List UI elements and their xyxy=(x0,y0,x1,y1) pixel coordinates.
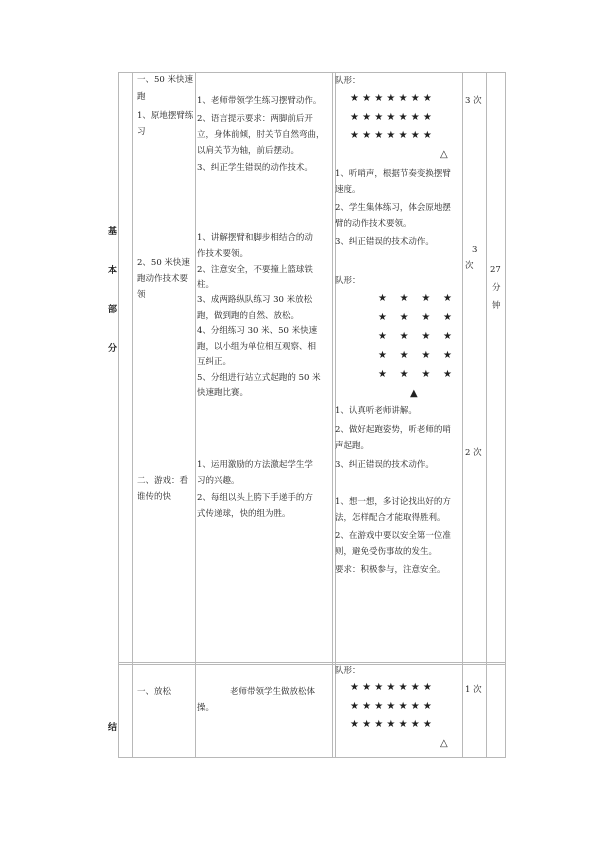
teacher-position-icon: ▲ xyxy=(410,388,418,399)
content-sub-item: 1、原地摆臂练 xyxy=(137,111,194,121)
section-label-end: 结 xyxy=(108,723,118,733)
formation-star-row: ★ ★ ★ ★ ★ ★ ★ xyxy=(350,682,432,693)
section-label: 部 xyxy=(108,305,118,315)
formation-star-row: ★ ★ ★ ★ ★ ★ ★ xyxy=(350,93,432,104)
table-divider xyxy=(132,72,133,758)
teacher-text: 以肩关节为轴，前后摆动。 xyxy=(197,146,300,156)
teacher-text: 2、语言提示要求：两脚前后开 xyxy=(197,114,313,124)
repeat-count: 次 xyxy=(465,261,474,271)
student-text: 法，怎样配合才能取得胜利。 xyxy=(335,513,446,523)
teacher-text: 快速跑比赛。 xyxy=(197,388,249,398)
teacher-text: 立，身体前倾，肘关节自然弯曲， xyxy=(197,130,325,140)
student-text: 要求：积极参与，注意安全。 xyxy=(335,565,446,575)
table-border-right xyxy=(505,72,506,758)
formation-label: 队形： xyxy=(335,76,361,86)
duration-unit: 分 xyxy=(492,283,501,293)
repeat-count: 3 次 xyxy=(465,96,482,106)
content-sub-item: 领 xyxy=(137,290,146,300)
student-text: 3、纠正错误的技术动作。 xyxy=(335,237,434,247)
student-text: 1、认真听老师讲解。 xyxy=(335,406,417,416)
formation-star-row: ★ ★ ★ ★ xyxy=(378,293,453,304)
content-item-title: 一、放松 xyxy=(137,687,172,697)
formation-label: 队形： xyxy=(335,276,361,286)
section-separator xyxy=(118,664,506,665)
content-item-title: 谁传的快 xyxy=(137,492,172,502)
teacher-text: 跑，以小组为单位相互观察、相 xyxy=(197,342,317,352)
content-item-title: 一、50 米快速 xyxy=(137,75,194,85)
repeat-count: 2 次 xyxy=(465,448,482,458)
teacher-text: 互纠正。 xyxy=(197,357,232,367)
teacher-text: 柱。 xyxy=(197,280,215,290)
section-label: 基 xyxy=(108,227,118,237)
table-divider xyxy=(486,72,487,758)
student-text: 声起跑。 xyxy=(335,441,370,451)
teacher-text: 1、运用激励的方法激起学生学 xyxy=(197,460,313,470)
teacher-text: 2、每组以头上胯下手递手的方 xyxy=(197,493,313,503)
teacher-text: 跑，做到跑的自然、放松。 xyxy=(197,311,300,321)
teacher-text: 5、分组进行站立式起跑的 50 米 xyxy=(197,373,321,383)
section-label: 本 xyxy=(108,266,118,276)
teacher-text: 作技术要领。 xyxy=(197,249,249,259)
teacher-text: 1、老师带领学生练习摆臂动作。 xyxy=(197,96,322,106)
duration-value: 27 xyxy=(490,265,501,275)
student-text: 2、学生集体练习，体会原地摆 xyxy=(335,203,451,213)
teacher-text: 式传递球，快的组为胜。 xyxy=(197,509,291,519)
formation-star-row: ★ ★ ★ ★ xyxy=(378,350,453,361)
teacher-position-icon: △ xyxy=(440,738,448,749)
repeat-count: 3 xyxy=(472,245,478,255)
content-item-title: 二、游戏：看 xyxy=(137,476,189,486)
content-sub-item: 2、50 米快速 xyxy=(137,258,190,268)
teacher-text: 3、纠正学生错误的动作技术。 xyxy=(197,163,313,173)
teacher-text: 3、成两路纵队练习 30 米放松 xyxy=(197,295,313,305)
formation-star-row: ★ ★ ★ ★ xyxy=(378,331,453,342)
content-sub-item: 跑动作技术要 xyxy=(137,274,189,284)
formation-star-row: ★ ★ ★ ★ ★ ★ ★ xyxy=(350,112,432,123)
student-text: 3、纠正错误的技术动作。 xyxy=(335,460,434,470)
student-text: 速度。 xyxy=(335,185,361,195)
content-sub-item: 习 xyxy=(137,127,146,137)
formation-star-row: ★ ★ ★ ★ xyxy=(378,369,453,380)
formation-label: 队形： xyxy=(335,666,361,676)
student-text: 则，避免受伤事故的发生。 xyxy=(335,547,438,557)
teacher-text: 老师带领学生做放松体 xyxy=(230,687,316,697)
student-text: 臂的动作技术要领。 xyxy=(335,219,412,229)
teacher-text: 1、讲解摆臂和脚步相结合的动 xyxy=(197,233,313,243)
teacher-text: 2、注意安全，不要撞上篮球铁 xyxy=(197,265,313,275)
table-divider xyxy=(462,72,463,758)
student-text: 1、想一想，多讨论找出好的方 xyxy=(335,497,451,507)
formation-star-row: ★ ★ ★ ★ xyxy=(378,312,453,323)
teacher-position-icon: △ xyxy=(440,149,448,160)
student-text: 2、做好起跑姿势，听老师的哨 xyxy=(335,425,451,435)
table-border-left xyxy=(118,72,119,758)
formation-star-row: ★ ★ ★ ★ ★ ★ ★ xyxy=(350,701,432,712)
formation-star-row: ★ ★ ★ ★ ★ ★ ★ xyxy=(350,719,432,730)
student-text: 2、在游戏中要以安全第一位准 xyxy=(335,531,451,541)
section-label: 分 xyxy=(108,344,118,354)
table-divider xyxy=(332,72,333,758)
teacher-text: 操。 xyxy=(197,703,215,713)
formation-star-row: ★ ★ ★ ★ ★ ★ ★ xyxy=(350,130,432,141)
table-border-bottom xyxy=(118,757,506,758)
teacher-text: 4、分组练习 30 米、50 米快速 xyxy=(197,326,318,336)
student-text: 1、听哨声，根据节奏变换摆臂 xyxy=(335,169,451,179)
teacher-text: 习的兴趣。 xyxy=(197,476,240,486)
section-separator xyxy=(118,662,506,663)
duration-unit: 钟 xyxy=(492,301,501,311)
table-divider xyxy=(195,72,196,758)
repeat-count: 1 次 xyxy=(465,685,482,695)
content-item-title: 跑 xyxy=(137,92,146,102)
